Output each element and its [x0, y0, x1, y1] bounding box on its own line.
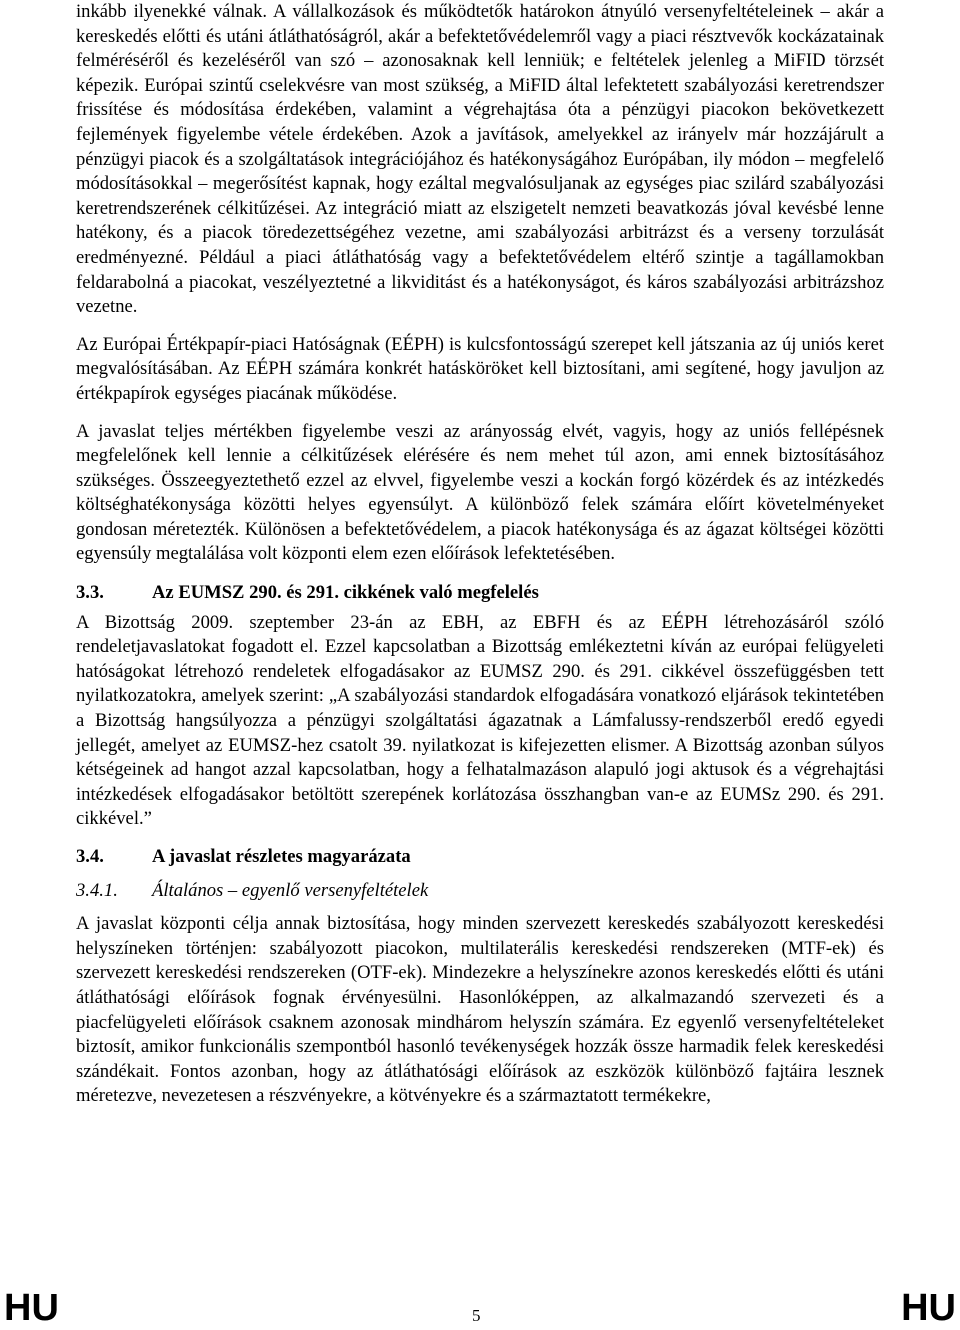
section-number: 3.4. — [76, 846, 104, 867]
page-number: 5 — [472, 1306, 481, 1325]
body-paragraph: inkább ilyenekké válnak. A vállalkozások és működtetők határokon átnyúló versenyfeltételeinek – akár a kereskedés előtti és utáni átláthatóságról, akár a befektetővédelemről vagy a piaci résztvevők kockázatainak felméréséről és kezeléséről van szó – azonosaknak kell lenniük; e feltételek jelenleg a MiFID törzsét képezik. Európai szintű cselekvésre van most szükség, a MiFID által lefektetett szabályozási keretrendszer frissítése és módosítása érdekében, valamint a végrehajtása óta a pénzügyi piacokon bekövetkezett fejlemények figyelembe vétele érdekében. Azok a javítások, amelyekkel az irányelv már hozzájárult a pénzügyi piacok és a szolgáltatások integrációjához és hatékonyságához Európában, ily módon – megfelelő módosításokkal – megerősítést kapnak, hogy ezáltal megvalósuljanak az egységes piac szilárd szabályozási keretrendszerének célkitűzései. Az integráció miatt az elszigetelt nemzeti beavatkozás jóval kevésbé lenne hatékony, és a piacok töredezettségéhez vezetne, ami szabályozási arbitrázst és a verseny torzulását eredményezné. Például a piaci átláthatóság vagy a befektetővédelem eltérő szintje a tagállamokban feldarabolná a piacokat, veszélyeztetné a likviditást és a hatékonyságot, és káros szabályozási arbitrázshoz vezetne. — [76, 1, 884, 318]
body-paragraph: A Bizottság 2009. szeptember 23-án az EBH, az EBFH és az EÉPH létrehozásáról szóló rendeletjavaslatokat fogadott el. Ezzel kapcsolatban a Bizottság emlékeztetni kíván az európai felügyeleti hatóságokat létrehozó rendeletek elfogadásakor az EUMSZ 290. és 291. cikkével összefüggésben tett nyilatkozatokra, amelyek szerint: „A szabályozási standardok elfogadására vonatkozó eljárások tekintetében a Bizottság hangsúlyozza a pénzügyi szolgáltatási ágazatnak a Lámfalussy-rendszerből eredő egyedi jellegét, amelyet az EUMSZ-hez csatolt 39. nyilatkozat is kifejezetten elismer. A Bizottság azonban súlyos kétségeinek ad hangot azzal kapcsolatban, hogy a felhatalmazáson alapuló jogi aktusok és a végrehajtási intézkedések elfogadásakor betöltött szerepének korlátozása összhangban van-e az EUMSz 290. és 291. cikkével.” — [76, 611, 884, 830]
subsection-number: 3.4.1. — [76, 879, 118, 901]
body-paragraph: A javaslat központi célja annak biztosítása, hogy minden szervezett kereskedés szabályozott kereskedési helyszíneken történjen: szabályozott piacokon, multilaterális kereskedési rendszereken (MTF-ek) és szervezett kereskedési rendszereken (OTF-ek). Mindezekre a helyszínekre azonos kereskedés előtti és utáni átláthatósági előírások fognak érvényesülni. Hasonlóképpen, az alkalmazandó szervezeti és a piacfelügyeleti előírások csaknem azonosak mindhárom helyszín számára. Ez egyenlő versenyfeltételeket biztosít, amikor funkcionális szempontból hasonló tevékenységek hozzák össze harmadik felek kereskedési szándékait. Fontos azonban, hogy az átláthatósági előírások az eszközök különböző fajtáira lesznek méretezve, nevezetesen a részvényekre, a kötvényekre és a származtatott termékekre, — [76, 913, 884, 1107]
footer-language-code-right: HU — [901, 1287, 956, 1329]
body-paragraph: A javaslat teljes mértékben figyelembe veszi az arányosság elvét, vagyis, hogy az uniós fellépésnek megfelelőnek kell lennie a célkitűzések elérésére és nem mehet túl azon, ami ennek biztosításához szükséges. Összeegyeztethető ezzel az elvvel, figyelembe veszi a kockán forgó közérdek és az intézkedés költséghatékonysága közötti helyes egyensúlyt. A különböző felek számára előírt követelményeket gondosan méretezték. Különösen a befektetővédelem, a piacok hatékonysága és az ágazat költségei közötti egyensúly megtalálása volt központi elem ezen előírások lefektetésében. — [76, 420, 884, 565]
section-heading — [76, 581, 884, 606]
section-title: A javaslat részletes magyarázata — [152, 846, 411, 867]
section-title: Az EUMSZ 290. és 291. cikkének való megfelelés — [152, 582, 539, 604]
document-page — [76, 0, 884, 1109]
body-paragraph: Az Európai Értékpapír-piaci Hatóságnak (EÉPH) is kulcsfontosságú szerepet kell játszania az új uniós keret megvalósításában. Az EÉPH számára konkrét hatásköröket kell biztosítani, ami segítené, hogy javuljon az értékpapírok egységes piacának működése. — [76, 333, 884, 404]
subsection-heading — [76, 879, 884, 904]
section-heading — [76, 845, 884, 870]
section-number: 3.3. — [76, 582, 104, 604]
subsection-title: Általános – egyenlő versenyfeltételek — [152, 879, 429, 901]
footer-language-code-left: HU — [4, 1287, 59, 1329]
